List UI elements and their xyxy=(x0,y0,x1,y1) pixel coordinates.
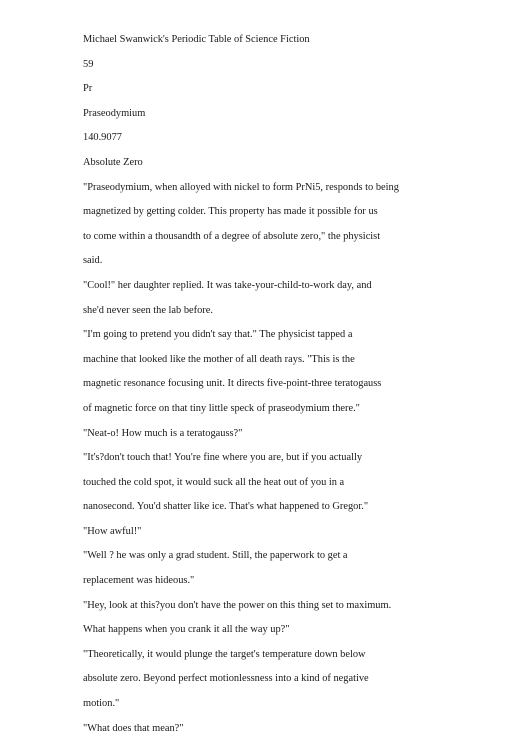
text-line: Absolute Zero xyxy=(83,156,143,168)
text-line: to come within a thousandth of a degree of absolute zero," the physicist xyxy=(83,230,381,242)
text-line: said. xyxy=(83,255,103,267)
text-line: "How awful!" xyxy=(83,525,142,537)
text-line: "It's?don't touch that! You're fine where you are, but if you actually xyxy=(83,452,363,464)
text-line: Praseodymium xyxy=(83,107,146,119)
text-line: magnetic resonance focusing unit. It directs five-point-three teratogauss xyxy=(83,378,382,390)
text-line: Michael Swanwick's Periodic Table of Science Fiction xyxy=(83,34,310,45)
text-line: "Hey, look at this?you don't have the power on this thing set to maximum. xyxy=(83,599,392,611)
text-line: "Cool!" her daughter replied. It was take-your-child-to-work day, and xyxy=(83,279,372,291)
text-line: "Theoretically, it would plunge the target's temperature down below xyxy=(83,648,366,660)
text-line: What happens when you crank it all the way up?" xyxy=(83,624,290,636)
text-line: motion." xyxy=(83,698,120,710)
text-line: "Neat-o! How much is a teratogauss?" xyxy=(83,427,243,439)
text-line: magnetized by getting colder. This property has made it possible for us xyxy=(83,206,378,218)
text-line: "Well ? he was only a grad student. Still, the paperwork to get a xyxy=(83,550,348,562)
document-text xyxy=(83,28,503,741)
text-line: Pr xyxy=(83,83,93,95)
text-line: nanosecond. You'd shatter like ice. That's what happened to Gregor." xyxy=(83,501,369,513)
text-line: of magnetic force on that tiny little speck of praseodymium there." xyxy=(83,402,360,414)
text-line: 140.9077 xyxy=(83,132,122,144)
text-line: "What does that mean?" xyxy=(83,722,184,734)
text-line: "I'm going to pretend you didn't say that." The physicist tapped a xyxy=(83,329,353,341)
text-line: 59 xyxy=(83,58,94,70)
text-line: replacement was hideous." xyxy=(83,575,195,587)
text-line: she'd never seen the lab before. xyxy=(83,304,213,316)
text-line: touched the cold spot, it would suck all the heat out of you in a xyxy=(83,476,345,488)
text-line: "Praseodymium, when alloyed with nickel to form PrNi5, responds to being xyxy=(83,181,399,193)
text-line: machine that looked like the mother of all death rays. "This is the xyxy=(83,353,355,365)
text-line: absolute zero. Beyond perfect motionlessness into a kind of negative xyxy=(83,673,369,685)
